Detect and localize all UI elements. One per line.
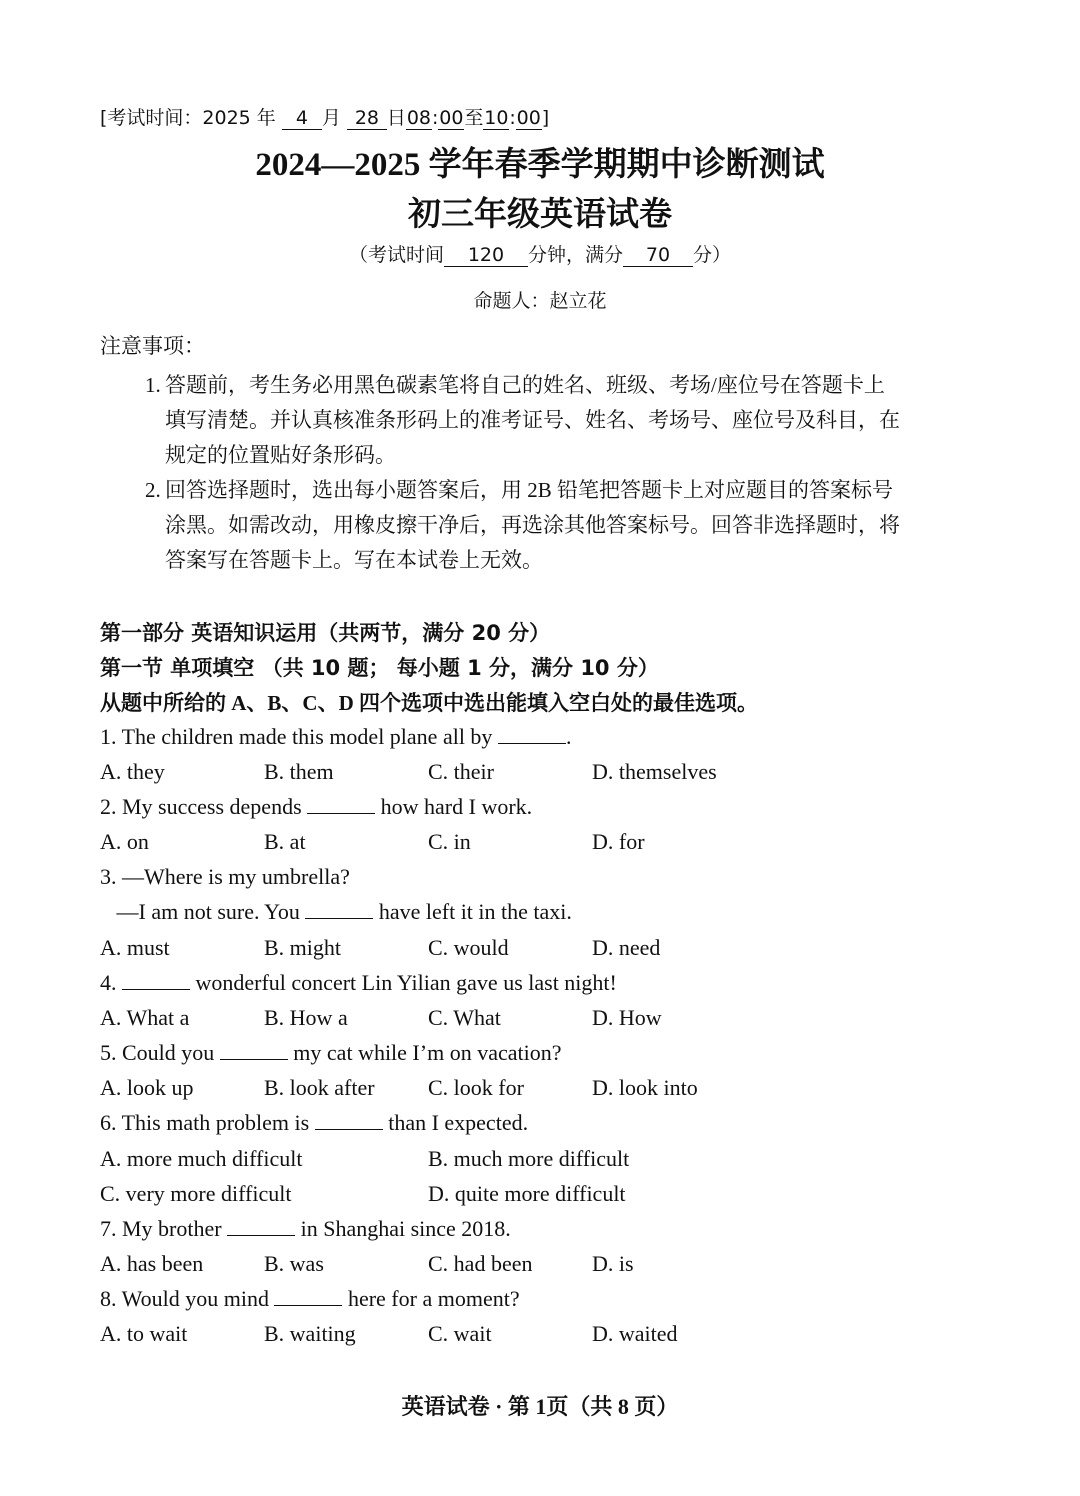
option-d: D. for [592,829,645,854]
options-row [100,1251,980,1281]
question-text: here for a moment? [342,1286,520,1311]
notice-item-text: 规定的位置贴好条形码。 [165,443,396,467]
question-8 [100,1286,520,1312]
question-text: 5. Could you [100,1040,220,1065]
answer-blank [307,795,375,814]
answer-blank [305,900,373,919]
options-row [100,1146,980,1176]
option-d: D. is [592,1251,634,1276]
option-a: A. look up [100,1075,194,1100]
option-c: C. had been [428,1251,533,1276]
question-text: wonderful concert Lin Yilian gave us last night! [190,970,617,995]
answer-blank [498,725,566,744]
notice-heading: 注意事项： [100,334,205,358]
option-c: C. very more difficult [100,1181,292,1206]
question-text: —I am not sure. You [100,899,306,924]
option-b: B. them [264,759,334,784]
option-c: C. wait [428,1321,492,1346]
option-c: C. in [428,829,471,854]
answer-blank [274,1287,342,1306]
bracket-close: ] [541,107,550,129]
option-b: B. at [264,829,306,854]
exam-subtitle: 初三年级英语试卷 [408,197,672,233]
part-heading: 第一部分 英语知识运用（共两节，满分 20 分） [100,621,551,645]
option-c: C. look for [428,1075,524,1100]
day-label: 日 [386,107,406,129]
question-text: 7. My brother [100,1216,228,1241]
options-row [100,759,980,789]
notice-item-text: 回答选择题时，选出每小题答案后，用 2B 铅笔把答题卡上对应题目的答案标号 [165,478,894,502]
option-a: A. on [100,829,149,854]
duration-open: （考试时间 [348,244,444,266]
exam-time-prefix: [考试时间：2025 年 [100,107,276,129]
question-text: 4. [100,970,122,995]
question-3-reply [100,899,572,925]
answer-blank [315,1111,383,1130]
question-text: 8. Would you mind [100,1286,275,1311]
option-b: B. much more difficult [428,1146,630,1171]
exam-time-line: [考试时间：2025 年 4 月 28 日08:00至10:00] [100,107,550,129]
option-d: D. themselves [592,759,717,784]
option-a: A. What a [100,1005,190,1030]
notice-item-text: 答案写在答题卡上。写在本试卷上无效。 [165,548,543,572]
question-text: 3. —Where is my umbrella? [100,864,350,889]
end-minute: 00 [516,107,541,129]
full-score: 70 [623,246,693,267]
notice-item-2 [145,473,990,578]
question-text: 2. My success depends [100,794,308,819]
exam-month: 4 [282,109,322,130]
option-b: B. look after [264,1075,375,1100]
option-b: B. How a [264,1005,348,1030]
options-row [100,1005,980,1035]
notice-item-text: 涂黑。如需改动，用橡皮擦干净后，再选涂其他答案标号。回答非选择题时，将 [165,513,900,537]
start-hour: 08 [406,107,432,129]
options-row [100,935,980,965]
question-text: how hard I work. [375,794,533,819]
question-text: my cat while I’m on vacation? [287,1040,562,1065]
question-text: have left it in the taxi. [373,899,572,924]
month-label: 月 [321,107,341,129]
option-a: A. more much difficult [100,1146,303,1171]
notice-item-text: 答题前，考生务必用黑色碳素笔将自己的姓名、班级、考场/座位号在答题卡上 [165,373,885,397]
answer-blank [220,1041,288,1060]
exam-day: 28 [347,109,387,130]
option-c: C. What [428,1005,501,1030]
options-row [100,1075,980,1105]
option-d: D. need [592,935,661,960]
options-row [100,1321,980,1351]
notice-item-number: 1. [145,373,161,397]
question-text: in Shanghai since 2018. [295,1216,511,1241]
option-a: A. they [100,759,165,784]
option-a: A. has been [100,1251,204,1276]
section-heading: 第一节 单项填空 （共 10 题； 每小题 1 分，满分 10 分） [100,656,659,680]
option-c: C. their [428,759,494,784]
question-text: 6. This math problem is [100,1110,315,1135]
option-a: A. must [100,935,170,960]
options-row [100,1181,980,1211]
option-d: D. waited [592,1321,678,1346]
question-7 [100,1216,511,1242]
option-d: D. How [592,1005,662,1030]
notice-item-text: 填写清楚。并认真核准条形码上的准考证号、姓名、考场号、座位号及科目，在 [165,408,900,432]
duration-line [0,240,1080,267]
notice-item-number: 2. [145,478,161,502]
option-b: B. was [264,1251,324,1276]
notice-item-1 [145,368,990,473]
option-c: C. would [428,935,509,960]
option-d: D. quite more difficult [428,1181,626,1206]
question-3 [100,864,350,890]
answer-blank [227,1217,295,1236]
question-6 [100,1110,528,1136]
duration-minutes: 120 [444,246,528,267]
to-label: 至 [464,107,484,129]
answer-blank [122,971,190,990]
page-footer: 英语试卷 · 第 1页（共 8 页） [401,1394,679,1419]
question-4 [100,970,617,996]
end-hour: 10 [484,107,509,129]
score-label: 分） [693,244,732,266]
question-text: . [565,724,572,749]
option-b: B. might [264,935,342,960]
section-instruction: 从题中所给的 A、B、C、D 四个选项中选出能填入空白处的最佳选项。 [100,691,759,715]
question-1 [100,724,571,750]
question-text: 1. The children made this model plane all by [100,724,498,749]
option-b: B. waiting [264,1321,356,1346]
exam-title: 2024—2025 学年春季学期期中诊断测试 [255,147,825,183]
options-row [100,829,980,859]
option-d: D. look into [592,1075,698,1100]
start-minute: 00 [439,107,464,129]
question-2 [100,794,532,820]
option-a: A. to wait [100,1321,188,1346]
minutes-label: 分钟，满分 [527,244,623,266]
author-line: 命题人：赵立花 [473,290,607,312]
question-text: than I expected. [382,1110,529,1135]
question-5 [100,1040,561,1066]
